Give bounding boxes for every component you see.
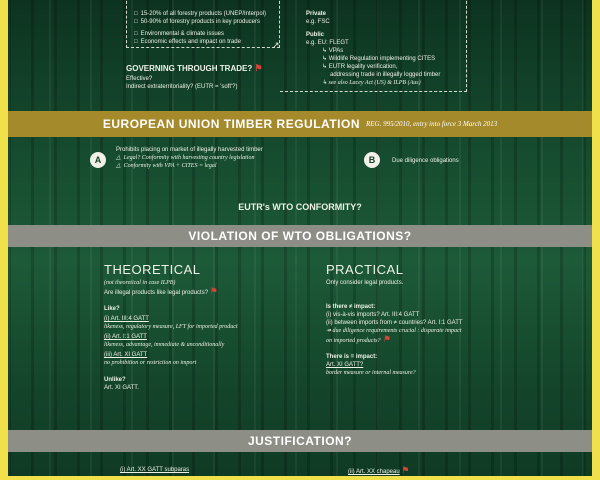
eutr-item: ↳ EUTR legality verification, [322, 64, 398, 70]
private-label: Private [306, 11, 327, 17]
eutr-b-text: Due diligence obligations [392, 158, 459, 164]
theoretical-question-line: Are illegal products like legal products? ⚑ [104, 286, 218, 296]
theoretical-column [104, 262, 314, 392]
eutr-item-cont: addressing trade in illegally logged timber [330, 72, 441, 78]
eutr-band [8, 111, 592, 137]
theoretical-note: (not theoretical in case ILPB) [104, 280, 176, 286]
unlike-heading: Unlike? [104, 377, 126, 383]
practical-p4-line: on imported products? ⚑ [326, 334, 391, 344]
bullet-item: □ Environmental & climate issues [134, 30, 284, 38]
wto-conformity-heading: EUTR's WTO CONFORMITY? [238, 202, 362, 212]
practical-art: Art. XI GATT? [326, 362, 364, 368]
infographic [8, 0, 592, 476]
art-iii4: (i) Art. III:4 GATT [104, 316, 149, 322]
flag-icon: ⚑ [254, 63, 263, 73]
art-xi: (iii) Art. XI GATT [104, 352, 148, 358]
impact-heading: Is there ≠ impact: [326, 304, 376, 310]
bottom-left-text: (i) Art. XX GATT subparas [120, 467, 190, 473]
vpa-item: ↳ VPAs [322, 48, 344, 54]
art-i1-desc: likeness, advantage, immediate & unconditionally [104, 342, 225, 348]
art-xi-desc: no prohibition or restriction on import [104, 360, 197, 366]
eutr-a-text [116, 146, 346, 170]
justification-title: JUSTIFICATION? [247, 434, 353, 448]
flag-icon: ⚑ [209, 286, 218, 296]
violation-band [8, 225, 592, 247]
art-i1: (ii) Art. I:1 GATT [104, 334, 147, 340]
eutr-a-line2: △ Legal? Conformity with harvesting country legislation [116, 154, 346, 162]
top-right-block [306, 10, 476, 87]
governing-line2: Indirect extraterritoriality? (EUTR = 'soft'?) [126, 84, 238, 90]
governing-block [126, 64, 263, 91]
violation-title: VIOLATION OF WTO OBLIGATIONS? [188, 229, 412, 243]
flag-icon: ⚑ [401, 465, 410, 475]
practical-title: PRACTICAL [326, 262, 404, 277]
arrow-icon: ↗ [272, 40, 280, 50]
public-label: Public [306, 32, 325, 38]
governing-line1: Effective? [126, 76, 153, 82]
wildlife-item: ↳ Wildlife Regulation implementing CITES [322, 56, 436, 62]
eutr-a-line3: △ Conformity with VPA + CITES = legal [116, 162, 346, 170]
see-also-item: ↳ see also Lacey Act (US) & ILPB (Aus) [322, 80, 421, 86]
badge-b: B [364, 152, 380, 168]
flag-icon: ⚑ [381, 334, 391, 344]
bullet-item: □ Economic effects and impact on trade [134, 38, 284, 46]
impact2-heading: There is = impact: [326, 354, 378, 360]
practical-p1: (i) vis-à-vis imports? Art. III:4 GATT [326, 312, 420, 318]
eutr-title: EUROPEAN UNION TIMBER REGULATION [102, 117, 360, 131]
practical-p2: (ii) between imports from ≠ countries? Art. I:1 GATT [326, 320, 463, 326]
bullet-item: □ 15-20% of all forestry products (UNEP/Interpol) [134, 10, 284, 18]
badge-a: A [90, 152, 106, 168]
justification-band [8, 430, 592, 452]
practical-p3: ↠ due diligence requirements crucial : disparate impact [326, 328, 462, 334]
top-left-bullets [134, 10, 284, 46]
bullet-item: □ 50-90% of forestry products in key producers [134, 18, 284, 26]
public-example: e.g. EU: FLEGT [306, 40, 349, 46]
theoretical-title: THEORETICAL [104, 262, 201, 277]
practical-border: border measure or internal measure? [326, 370, 416, 376]
eutr-subtitle: REG. 995/2010, entry into force 3 March 2013 [366, 120, 498, 128]
unlike-art: Art. XI GATT. [104, 385, 139, 391]
bottom-right-text: (ii) Art. XX chapeau ⚑ [348, 465, 410, 475]
governing-title: GOVERNING THROUGH TRADE? [126, 64, 253, 73]
practical-note: Only consider legal products. [326, 280, 404, 286]
art-iii4-desc: likeness, regulatory measure, LFT for imported product [104, 324, 238, 330]
eutr-a-line1: Prohibits placing on market of illegally harvested timber [116, 147, 263, 153]
practical-column [326, 262, 526, 377]
private-example: e.g. FSC [306, 19, 330, 25]
like-heading: Like? [104, 306, 120, 312]
